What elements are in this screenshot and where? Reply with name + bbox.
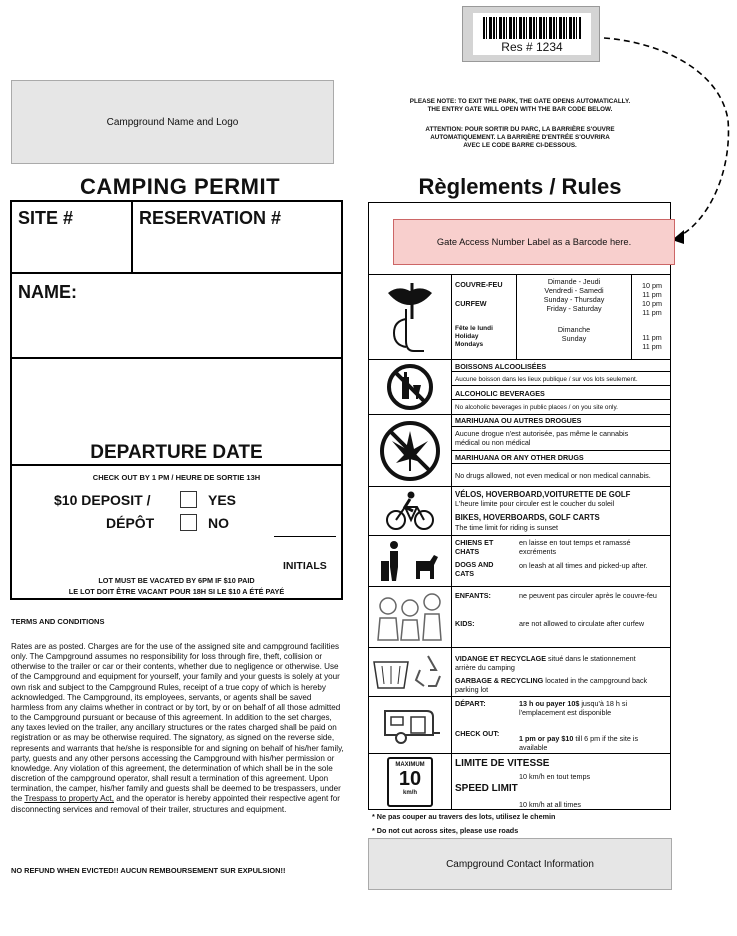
no-alcohol-icon (369, 360, 451, 414)
terms-heading: TERMS AND CONDITIONS (11, 617, 105, 626)
departure-date-label: DEPARTURE DATE (90, 442, 263, 463)
barcode-bars (483, 17, 581, 39)
shush-icon (369, 275, 451, 359)
rules-title: Règlements / Rules (418, 174, 622, 199)
campground-contact-placeholder: Campground Contact Information (368, 838, 672, 890)
depot-label: DÉPÔT (106, 515, 155, 531)
rules-table: Gate Access Number Label as a Barcode here. COUVRE-FEU CURFEW Dimande - Jeudi Vendredi - Samedi Sunday - Thursday Friday - Saturday 10 pm 11 pm 10 pm 11 pm Fête le lundi Holiday Mondays Dimanche Sunday 11 pm 11 pm BOISSONS ALCOOLISÉES Aucune boisson dans les lieux publique / sur vos lots seulement. ALCOHOLIC BEVERAGES No alcoholic beverages in public places / on you site only. MARIHUANA OU AUTRES DROGUES Aucune drogue n'est autorisée, pas même le cannabis médical ou non médical MARIHUANA OR ANY OTHER DRUGS No drugs allowed, not even medical or non medical cannabis. VÉLOS, HOVERBOARD,VOITURETTE DE GOLF L'heure limite pour circuler est le coucher du soleil BIKES, HOVERBOARDS, GOLF CARTS The time limit for riding is sunset CHIENS ET CHATS en laisse en tout temps et ramassé excréments DOGS AND CATS on leash at all times and picked-up after. ENFANTS: ne peuvent pas circuler après le couvre-feu KIDS: are not allowed to circulate after curfew VIDANGE ET RECYCLAGE situé dans le stationnement arrière du camping GARBAGE & RECYCLING located in the campground back parking lot DÉPART: 13 h ou payer 10$ jusqu'à 18 h si l'emplacement est disponible CHECK OUT: 1 pm or pay $10 till 6 pm if the site is available MAXIMUM 10 km/h LIMITE DE VITESSE 10 km/h en tout temps SPEED LIMIT 10 km/h at all times (368, 202, 671, 810)
deposit-label: $10 DEPOSIT / (54, 492, 151, 508)
gate-note-en: PLEASE NOTE: TO EXIT THE PARK, THE GATE OPENS AUTOMATICALLY. THE ENTRY GATE WILL OPEN WITH THE BAR CODE BELOW. (409, 98, 631, 113)
permit-form (10, 200, 343, 600)
vacate-notice-fr: LE LOT DOIT ÊTRE VACANT POUR 18H SI LE $10 A ÉTÉ PAYÉ (68, 587, 285, 596)
site-label: SITE # (18, 208, 74, 228)
gate-access-label-placeholder: Gate Access Number Label as a Barcode here. (393, 219, 675, 265)
recycling-icon (369, 648, 451, 696)
no-drugs-icon (369, 415, 451, 486)
permit-title: CAMPING PERMIT (79, 174, 281, 199)
trespass-act-link: Trespass to property Act, (24, 794, 115, 804)
no-refund-notice: NO REFUND WHEN EVICTED!! AUCUN REMBOURSEMENT SUR EXPULSION!! (11, 866, 286, 875)
trailer-icon (369, 697, 451, 753)
reservation-barcode (462, 6, 600, 62)
deposit-yes-label: YES (208, 492, 237, 508)
initials-label: INITIALS (283, 560, 327, 572)
campground-logo-placeholder: Campground Name and Logo (11, 80, 334, 164)
deposit-no-label: NO (208, 515, 229, 531)
gate-note-fr: ATTENTION: POUR SORTIR DU PARC, LA BARRIÈRE S'OUVRE AUTOMATIQUEMENT. LA BARRIÈRE D'ENTRÉE S'OUVRIRA AVEC LE CODE BARRE CI-DESSOUS. (425, 126, 615, 149)
kids-icon (369, 587, 451, 647)
dog-waste-icon (369, 536, 451, 586)
name-label: NAME: (18, 282, 77, 302)
speed-limit-sign-icon: MAXIMUM 10 km/h (369, 754, 451, 810)
bicycle-icon (369, 487, 451, 535)
reservation-number: Res # 1234 (501, 40, 563, 54)
vacate-notice-en: LOT MUST BE VACATED BY 6PM IF $10 PAID (98, 576, 255, 585)
footnote-fr: * Ne pas couper au travers des lots, utilisez le chemin (372, 812, 556, 821)
deposit-no-checkbox[interactable] (180, 514, 197, 531)
initials-line (274, 536, 336, 537)
footnote-en: * Do not cut across sites, please use roads (372, 826, 519, 835)
checkout-time: CHECK OUT BY 1 PM / HEURE DE SORTIE 13H (92, 473, 261, 482)
reservation-label: RESERVATION # (139, 208, 282, 228)
terms-body: Rates are as posted. Charges are for the use of the assigned site and campground facilities only. The Campground assumes no responsibility for loss through fire, theft, collision or otherwise to the trailer or car or their contents, whether due to negligence or otherwise. Use of the Campground and equipment for yourself, your family and your guests is solely at your own risk and subject to the Campground Rules, receipt of a true copy of which is hereby acknowledged. The Campground, its employees, servants, or agents shall be saved harmless from any claims whether in contract or by tort, by or on behalf of all those admitted to the Campground pursuant or because of this agreement. In addition to the set charges, any taxes levied on the trailer, any ancillary structures or the rates charged shall be paid on registration or as may be otherwise required. The signatory, as signed on the reverse side, represents and warrants that he/she is responsible for and signing on behalf of his/her family, party, guests and any other persons accessing the Campground with his/her permission or knowledge. Any violation of this agreement, the determination of which shall be in the sole discretion of the campground operator, shall result a termination of this agreement. Upon termination, the camper, his/her family and guests shall be deemed to be trespassers, under the Trespass to property Act, and the operator is hereby appointed their respective agent for disconnecting services and removal of their trailer, structures and equipment. (11, 642, 344, 814)
deposit-yes-checkbox[interactable] (180, 491, 197, 508)
